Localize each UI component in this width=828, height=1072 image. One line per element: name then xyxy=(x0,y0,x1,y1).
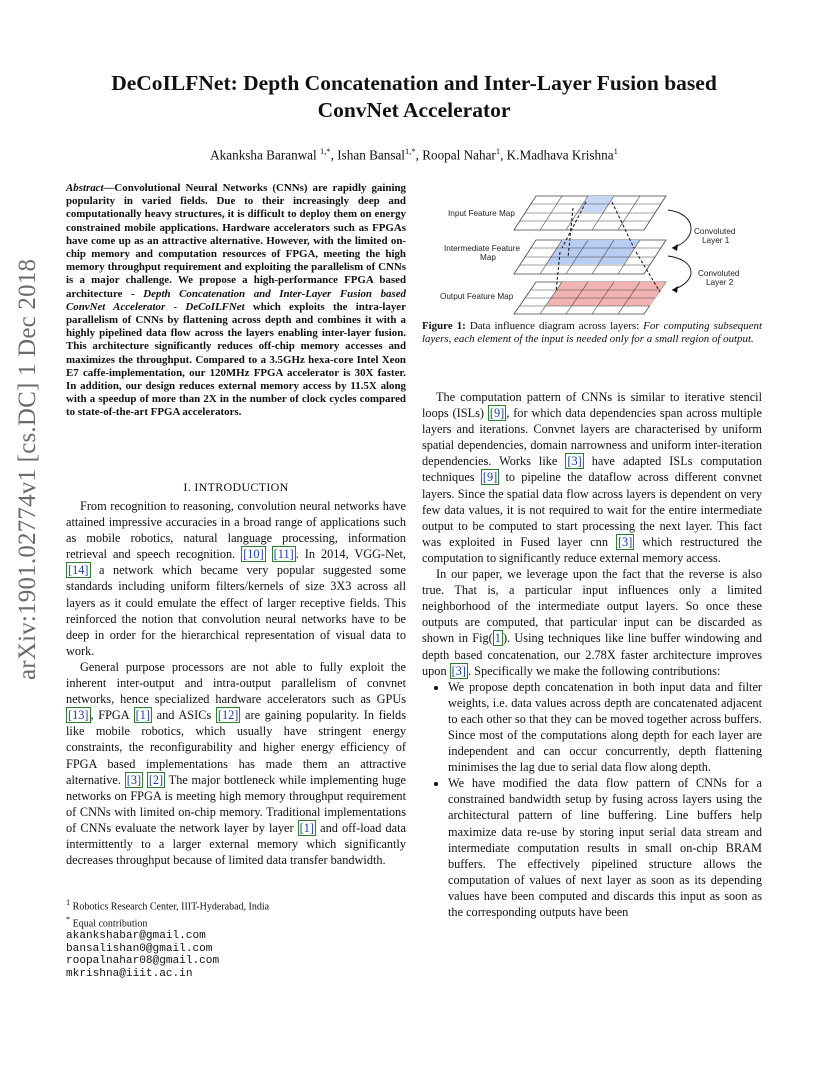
text: The computation pattern of CNNs is similar to iterative stencil loops (ISLs) xyxy=(422,390,762,421)
text: The major bottleneck while implementing huge networks on FPGA is meeting high memory throughput requirement of CNNs with limited on-chip memory. Traditional implementations of CNNs evaluate the network layer by layer xyxy=(66,772,406,835)
abstract-text-2: which exploits the intra-layer parallelism of CNNs by flattening across depth and combines it with a highly pipelined data flow across the layers enabling inter-layer fusion. This architecture significantly reduces off-chip memory accesses and maximizes the throughput. Compared to a 3.5GHz hexa-core Intel Xeon E7 caffe-implementation, our 120MHz FPGA accelerator is 30X faster. In addition, our design reduces external memory access by 11.5X along with a speedup of more than 2X in the number of clock cycles compared to state-of-the-art FPGA accelerators. xyxy=(66,300,406,419)
text: and off-load data intermittently to a larger external memory which significantly decreases throughput because of limited data transfer bandwidth. xyxy=(66,820,406,868)
author-name: K.Madhava Krishna xyxy=(506,147,614,163)
figure-caption xyxy=(422,320,762,347)
input-feature-map-plane xyxy=(514,196,666,230)
arxiv-side-label: arXiv:1901.02774v1 [cs.DC] 1 Dec 2018 xyxy=(14,258,41,680)
text: a network which became very popular suggested some standards including uniform filters/kernels of size 3X3 across all layers as it could emulate the effect of larger receptive fields. This reinforced the notion that convolution neural networks have to be deep in order for the hierarchical representation of visual data to work. xyxy=(66,563,406,658)
citation-link[interactable]: [3] xyxy=(567,454,582,469)
author-affiliation: 1,* xyxy=(320,146,331,156)
convolution-arrows xyxy=(668,210,691,290)
citation-link[interactable]: [3] xyxy=(126,772,142,787)
footnote-affiliation: $^1$ Robotics Research Center, IIIT-Hyderabad, India xyxy=(66,898,270,913)
author-affiliation: 1 xyxy=(495,146,501,156)
figure-label-input: Input Feature Map xyxy=(448,209,515,218)
text: Equal contribution xyxy=(72,918,148,930)
citation-link[interactable]: [10] xyxy=(243,547,264,562)
author-list: Akanksha Baranwal $^{1,*}$, Ishan Bansal$^{1,*}$, Roopal Nahar$^1$, K.Madhava Krishna$^1$ xyxy=(210,146,618,163)
figure-label-conv1-layer: Layer 1 xyxy=(702,236,730,245)
email-address[interactable]: roopalnahar08@gmail.com xyxy=(66,955,220,968)
figure-link[interactable]: 1 xyxy=(494,631,501,646)
arrow-head xyxy=(672,244,678,251)
figure-layer-diagram xyxy=(436,188,766,316)
abstract-italic: Depth Concatenation and Inter-Layer Fusion based ConvNet Accelerator - DeCoILFNet xyxy=(66,287,406,313)
figure-label-conv1: Convoluted xyxy=(694,227,736,236)
author-name: Akanksha Baranwal xyxy=(210,147,317,163)
list-item: • We propose depth concatenation in both input data and filter weights, i.e. data values across depth are concatenated adjacent to each other so that they can be moved together across buffers. Since most of the computations along depth for each layer are independent and can occur concurrently, depth flattening minimises the lag due to serial data flow along depth. xyxy=(448,679,762,776)
text: . In 2014, VGG-Net, xyxy=(295,547,406,562)
figure-label-intermediate-2: Map xyxy=(480,253,496,262)
citation-link[interactable]: [3] xyxy=(617,534,633,549)
citation-link[interactable]: [3] xyxy=(451,663,467,678)
citation-link[interactable]: [2] xyxy=(148,772,164,787)
text: In our paper, we leverage upon the fact that the reverse is also true. That is, a particular input influences only a limited neighborhood of the intermediate output layers. So once these outputs are computed, that particular input can be discarded as shown in Fig( xyxy=(422,567,762,646)
text: to pipeline the dataflow across different convnet layers. Since the spatial data flow across layers is dependent on very few data values, it is not required to wait for the entire intermediate output to be computed to start processing the next layer. This fact was exploited in Fused layer cnn xyxy=(422,470,762,549)
right-paragraph-1 xyxy=(422,389,762,566)
citation-link[interactable]: [1] xyxy=(135,708,151,723)
arrow-head xyxy=(672,286,678,293)
footnote-equal: * Equal contribution xyxy=(66,914,148,930)
email-address[interactable]: mkrishna@iiit.ac.in xyxy=(66,967,193,980)
text: . Specifically we make the following contributions: xyxy=(468,663,721,678)
citation-link[interactable]: [9] xyxy=(489,406,505,421)
email-address[interactable]: bansalishan0@gmail.com xyxy=(66,942,213,955)
caption-label: Figure 1: xyxy=(422,320,466,332)
right-column-text xyxy=(422,389,762,920)
text: have adapted ISLs computation techniques xyxy=(422,454,763,485)
intro-paragraph-1 xyxy=(66,498,406,659)
text: , for which data dependencies span across multiple layers and iterations. Convnet layers are characterised by uniform spatial dependencies, domain narrowness and uniform inter-iteration dependencies. Works like xyxy=(422,406,762,469)
list-item: • We have modified the data flow pattern of CNNs for a constrained bandwidth setup by fusing across layers using the architectural pattern of line buffering. Line buffers help maximize data re-use by storing input serial data stream and intermediate computation results in small on-chip BRAM buffers. The effectively pipelined structure allows the computation of values of next layer as soon as its depending values have been computed and discards this input as soon as the corresponding outputs have been xyxy=(448,775,762,920)
text: which restructured the computation to significantly reduce external memory access. xyxy=(422,534,762,565)
caption-text: Data influence diagram across layers: xyxy=(465,320,644,332)
author-affiliation: 1 xyxy=(613,146,618,156)
title-line-2: ConvNet Accelerator xyxy=(317,98,511,122)
contribution-list xyxy=(422,679,762,920)
figure-label-output: Output Feature Map xyxy=(440,292,514,301)
citation-link[interactable]: [11] xyxy=(273,547,294,562)
abstract-text-1: —Convolutional Neural Networks (CNNs) are rapidly gaining popularity in varied fields. Due to their increasingly deep and computationally heavy structures, it is difficult to deploy them on energy constrained mobile applications. Hardware accelerators such as FPGAs have come up as an attractive alternative. However, with the limited on-chip memory and computation resources of FPGA, meeting the high memory throughput requirement and exploiting the parallelism of CNNs is a major challenge. We propose a high-performance FPGA based architecture - xyxy=(66,182,406,300)
title-line-1: DeCoILFNet: Depth Concatenation and Inter-Layer Fusion based xyxy=(111,71,717,95)
author-name: Ishan Bansal xyxy=(337,147,405,163)
output-feature-map-plane xyxy=(514,282,666,314)
citation-link[interactable]: [12] xyxy=(217,708,239,723)
text: are gaining popularity. In fields like mobile robotics, which usually have stringent energy constraints, the reconfigurability and higher energy efficiency of FPGA based implementations has made them an attractive alternative. xyxy=(66,708,406,787)
citation-link[interactable]: [1] xyxy=(299,820,315,835)
intermediate-feature-map-plane xyxy=(514,240,666,274)
author-affiliation: 1,* xyxy=(404,146,416,156)
intro-paragraph-2 xyxy=(66,659,406,868)
figure-label-conv2-layer: Layer 2 xyxy=(706,278,734,287)
section-heading-introduction: I. INTRODUCTION xyxy=(183,480,289,494)
text: ). Using techniques like line buffer windowing and depth based concatenation, our 2.78X faster architecture improves upon xyxy=(422,631,762,678)
paper-title xyxy=(60,70,768,124)
right-paragraph-2 xyxy=(422,566,762,679)
figure-label-intermediate: Intermediate Feature xyxy=(444,244,521,253)
text: Robotics Research Center, IIIT-Hyderabad, India xyxy=(72,901,270,913)
figure-label-conv2: Convoluted xyxy=(698,269,740,278)
text: General purpose processors are not able to fully exploit the inherent inter-output and intra-output parallelism of convnet networks, hence specialized hardware accelerators such as GPUs xyxy=(66,659,406,707)
text: From recognition to reasoning, convolution neural networks have attained impressive accuracies in a broad range of applications such as mobile robotics, natural language processing, information retrieval and speech recognition. xyxy=(66,499,406,562)
author-name: Roopal Nahar xyxy=(422,147,496,163)
citation-link[interactable]: [14] xyxy=(68,563,89,578)
abstract-label: Abstract xyxy=(66,182,104,194)
text: and ASICs xyxy=(152,708,216,723)
footnotes xyxy=(66,897,406,980)
abstract xyxy=(66,182,406,420)
email-address[interactable]: akankshabar@gmail.com xyxy=(66,930,206,943)
text: , FPGA xyxy=(90,708,134,723)
citation-link[interactable]: [13] xyxy=(68,708,89,723)
caption-italic: For computing subsequent layers, each element of the input is needed only for a small region of output. xyxy=(422,320,763,346)
citation-link[interactable]: [9] xyxy=(482,470,498,485)
intro-text xyxy=(66,498,406,868)
